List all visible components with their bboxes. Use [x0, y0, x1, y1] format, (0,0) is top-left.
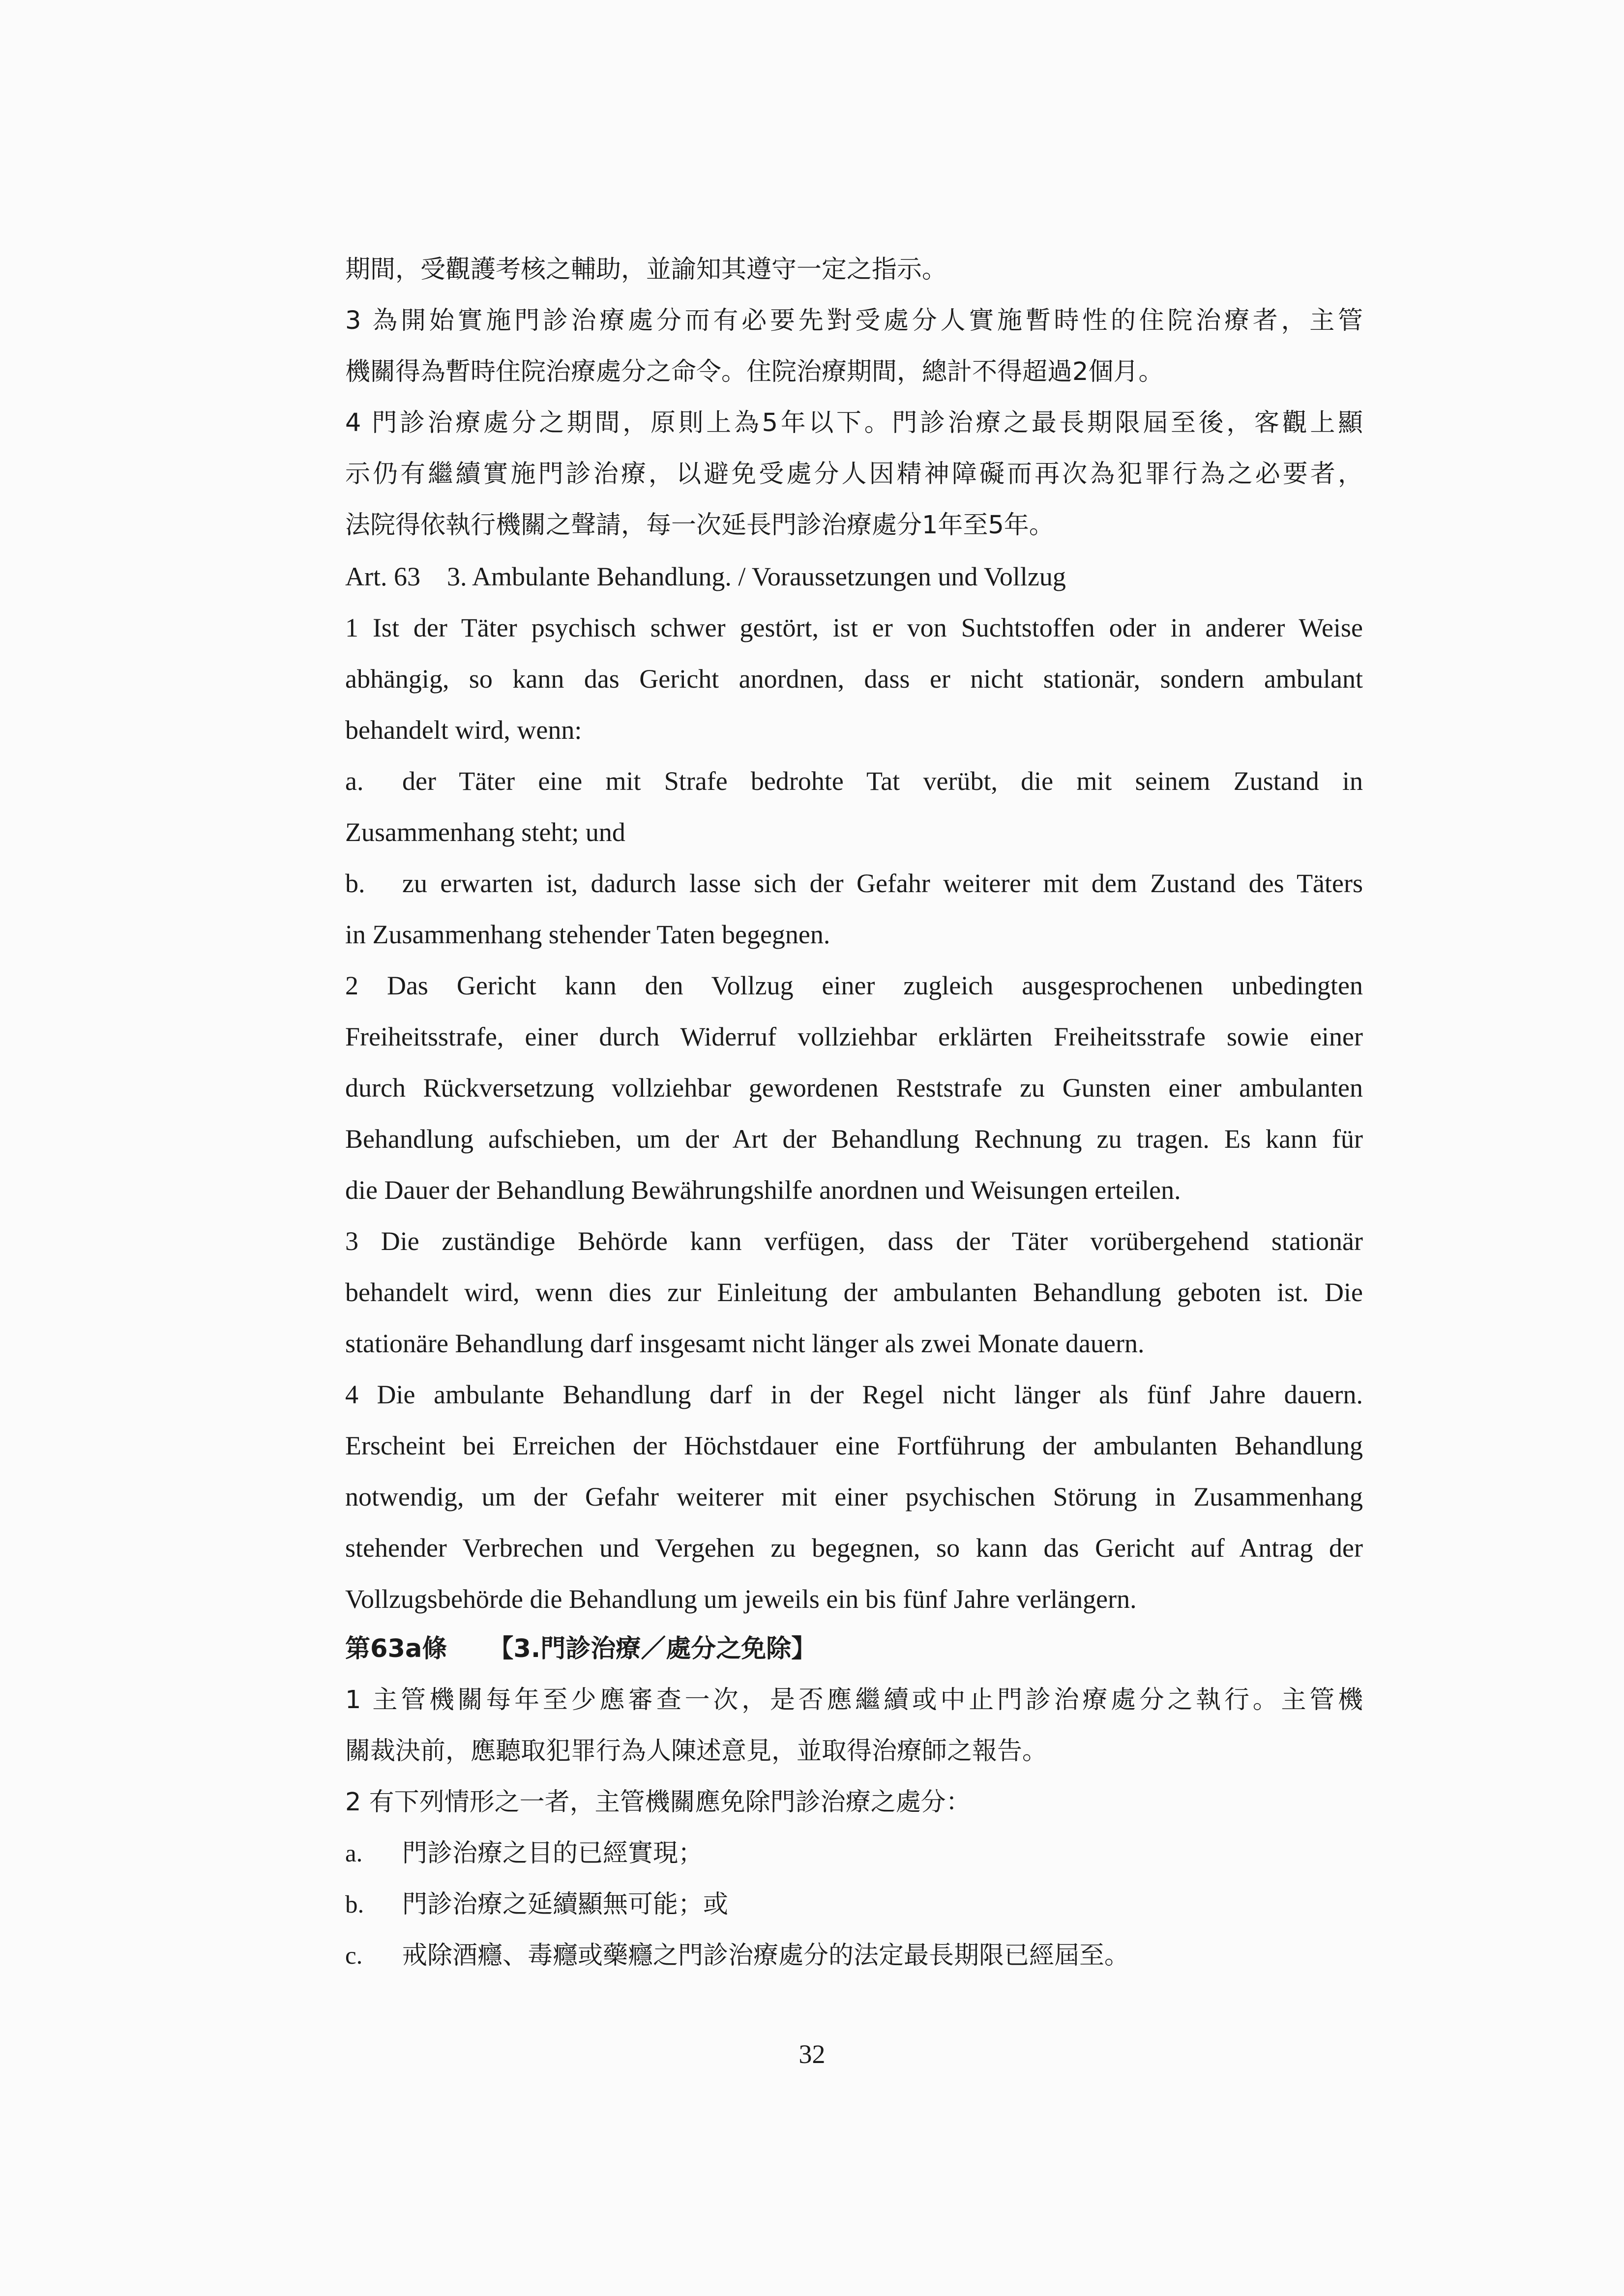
text-line: 機關得為暫時住院治療處分之命令。住院治療期間，總計不得超過2個月。: [345, 357, 1164, 386]
text-line: die Dauer der Behandlung Bewährungshilfe anordnen und Weisungen erteilen.: [345, 1175, 1181, 1205]
text-line: 4 門診治療處分之期間，原則上為5年以下。門診治療之最長期限屆至後，客觀上顯: [345, 408, 1363, 437]
item-text: 門診治療之目的已經實現；: [402, 1839, 704, 1868]
text-line: 示仍有繼續實施門診治療，以避免受處分人因精神障礙而再次為犯罪行為之必要者，: [345, 460, 1363, 489]
text-line: 1 主管機關每年至少應審查一次，是否應繼續或中止門診治療處分之執行。主管機: [345, 1686, 1363, 1715]
text-line: Freiheitsstrafe, einer durch Widerruf vollziehbar erklärten Freiheitsstrafe sowie einer: [345, 1022, 1363, 1051]
article-number: 第63a條: [345, 1634, 447, 1663]
item-label: b.: [345, 869, 365, 898]
item-label: c.: [345, 1942, 363, 1970]
list-item: [345, 764, 1363, 798]
article-heading: Art. 63 3. Ambulante Behandlung. / Voraussetzungen und Vollzug: [345, 562, 1066, 591]
text-line: Zusammenhang steht; und: [345, 817, 625, 847]
text-line: Erscheint bei Erreichen der Höchstdauer eine Fortführung der ambulanten Behandlung: [345, 1431, 1363, 1460]
list-item: [345, 1939, 1363, 1973]
list-item: [345, 1888, 1363, 1922]
text-line: behandelt wird, wenn:: [345, 715, 582, 745]
page-number: 32: [798, 2039, 826, 2069]
text-line: 2 Das Gericht kann den Vollzug einer zugleich ausgesprochenen unbedingten: [345, 971, 1363, 1000]
item-label: b.: [345, 1891, 364, 1918]
text-line: 1 Ist der Täter psychisch schwer gestört, ist er von Suchtstoffen oder in anderer Weise: [345, 613, 1363, 642]
text-line: 期間，受觀護考核之輔助，並諭知其遵守一定之指示。: [345, 255, 947, 284]
text-line: 3 Die zuständige Behörde kann verfügen, dass der Täter vorübergehend stationär: [345, 1226, 1363, 1256]
item-text: 門診治療之延續顯無可能；或: [402, 1890, 729, 1919]
text-line: in Zusammenhang stehender Taten begegnen.: [345, 920, 830, 949]
text-line: durch Rückversetzung vollziehbar gewordenen Reststrafe zu Gunsten einer ambulanten: [345, 1073, 1363, 1103]
item-label: a.: [345, 766, 364, 796]
item-label: a.: [345, 1840, 363, 1867]
item-text: zu erwarten ist, dadurch lasse sich der Gefahr weiterer mit dem Zustand des Täters: [402, 869, 1363, 898]
item-text: 戒除酒癮、毒癮或藥癮之門診治療處分的法定最長期限已經屆至。: [402, 1941, 1130, 1970]
text-line: 關裁決前，應聽取犯罪行為人陳述意見，並取得治療師之報告。: [345, 1737, 1048, 1766]
text-line: stationäre Behandlung darf insgesamt nicht länger als zwei Monate dauern.: [345, 1329, 1145, 1358]
text-line: notwendig, um der Gefahr weiterer mit einer psychischen Störung in Zusammenhang: [345, 1482, 1363, 1511]
text-line: Vollzugsbehörde die Behandlung um jeweils ein bis fünf Jahre verlängern.: [345, 1584, 1137, 1614]
text-line: 2 有下列情形之一者，主管機關應免除門診治療之處分：: [345, 1788, 971, 1817]
text-line: behandelt wird, wenn dies zur Einleitung der ambulanten Behandlung geboten ist. Die: [345, 1278, 1363, 1307]
text-line: 法院得依執行機關之聲請，每一次延長門診治療處分1年至5年。: [345, 511, 1054, 540]
text-line: stehender Verbrechen und Vergehen zu begegnen, so kann das Gericht auf Antrag der: [345, 1533, 1363, 1563]
article-heading: [345, 1632, 1363, 1666]
text-line: 4 Die ambulante Behandlung darf in der Regel nicht länger als fünf Jahre dauern.: [345, 1380, 1363, 1409]
item-text: der Täter eine mit Strafe bedrohte Tat verübt, die mit seinem Zustand in: [402, 766, 1363, 796]
list-item: [345, 866, 1363, 901]
article-title: 【3.門診治療／處分之免除】: [488, 1634, 817, 1663]
text-line: Behandlung aufschieben, um der Art der Behandlung Rechnung zu tragen. Es kann für: [345, 1124, 1363, 1154]
list-item: [345, 1836, 1363, 1871]
text-line: abhängig, so kann das Gericht anordnen, dass er nicht stationär, sondern ambulant: [345, 664, 1363, 694]
text-line: 3 為開始實施門診治療處分而有必要先對受處分人實施暫時性的住院治療者，主管: [345, 306, 1363, 335]
